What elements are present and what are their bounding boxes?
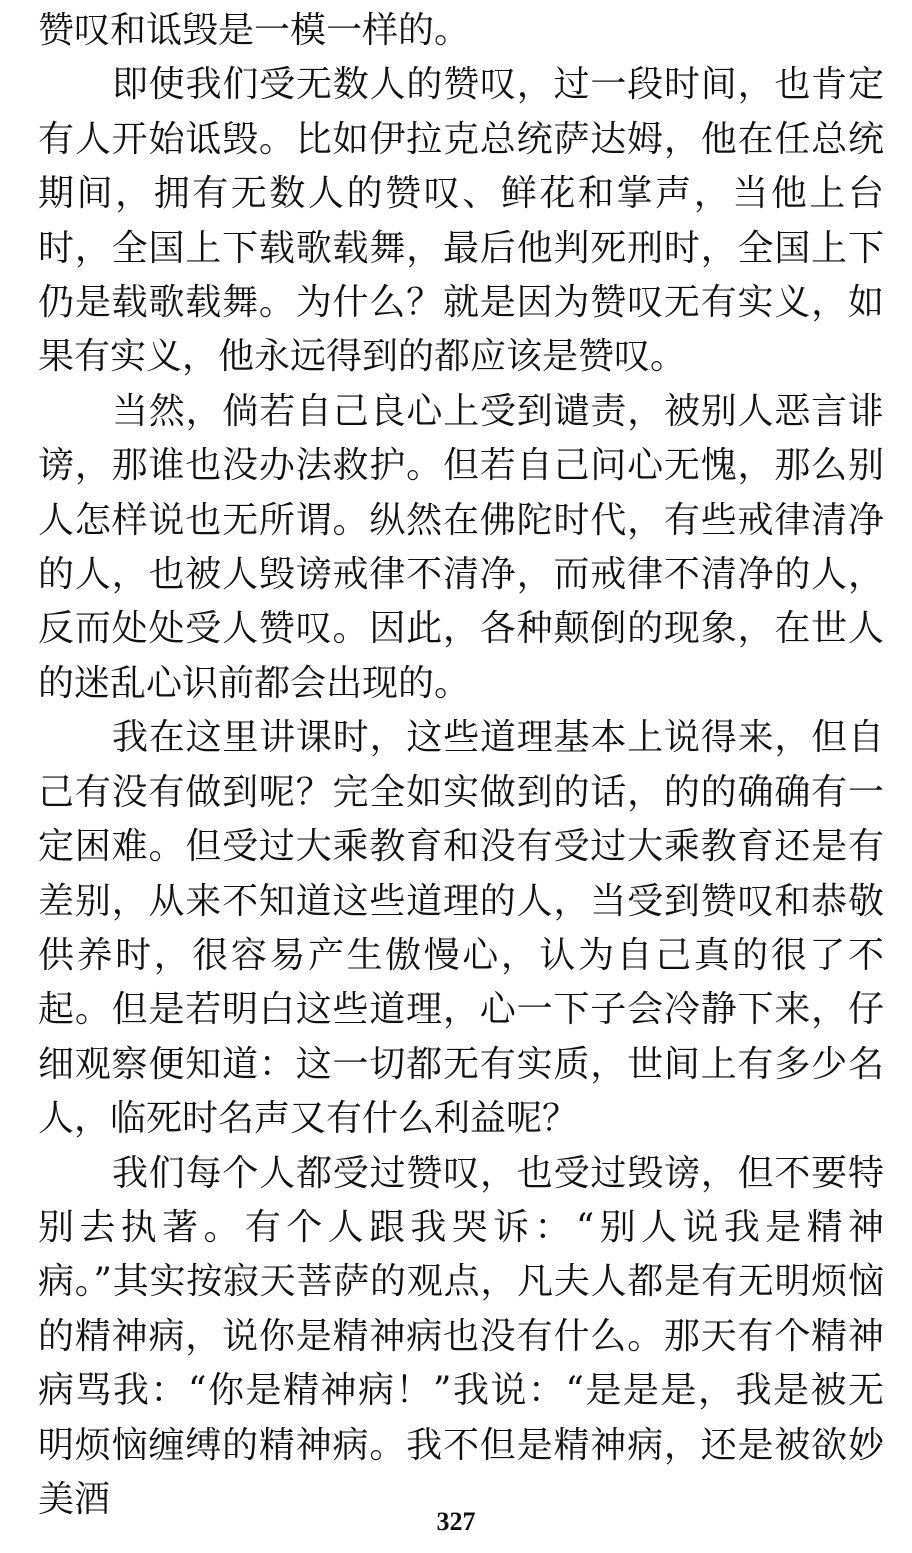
- paragraph-praise-meaningless: 即使我们受无数人的赞叹，过一段时间，也肯定有人开始诋毁。比如伊拉克总统萨达姆，他在任总统期间，拥有无数人的赞叹、鲜花和掌声，当他上台时，全国上下载歌载舞，最后他判死刑时，全国上下仍是载歌载舞。为什么？就是因为赞叹无有实义，如果有实义，他永远得到的都应该是赞叹。: [38, 64, 884, 378]
- paragraph-conscience: 当然，倘若自己良心上受到谴责，被别人恶言诽谤，那谁也没办法救护。但若自己问心无愧，那么别人怎样说也无所谓。纵然在佛陀时代，有些戒律清净的人，也被人毁谤戒律不清净，而戒律不清净的人，反而处处受人赞叹。因此，各种颠倒的现象，在世人的迷乱心识前都会出现的。: [38, 390, 884, 704]
- paragraph-not-attached: 我们每个人都受过赞叹，也受过毁谤，但不要特别去执著。有个人跟我哭诉：“别人说我是精神病。”其实按寂天菩萨的观点，凡夫人都是有无明烦恼的精神病，说你是精神病也没有什么。那天有个精神病骂我：“你是精神病！”我说：“是是是，我是被无明烦恼缠缚的精神病。我不但是精神病，还是被欲妙美酒: [38, 1152, 884, 1520]
- page-number: 327: [436, 1507, 476, 1536]
- body-text: [38, 4, 884, 1527]
- paragraph-teaching-practice: 我在这里讲课时，这些道理基本上说得来，但自己有没有做到呢？完全如实做到的话，的的确确有一定困难。但受过大乘教育和没有受过大乘教育还是有差别，从来不知道这些道理的人，当受到赞叹和恭敬供养时，很容易产生傲慢心，认为自己真的很了不起。但是若明白这些道理，心一下子会冷静下来，仔细观察便知道：这一切都无有实质，世间上有多少名人，临死时名声又有什么利益呢？: [38, 717, 884, 1140]
- paragraph-continuation: 赞叹和诋毁是一模一样的。: [38, 10, 471, 51]
